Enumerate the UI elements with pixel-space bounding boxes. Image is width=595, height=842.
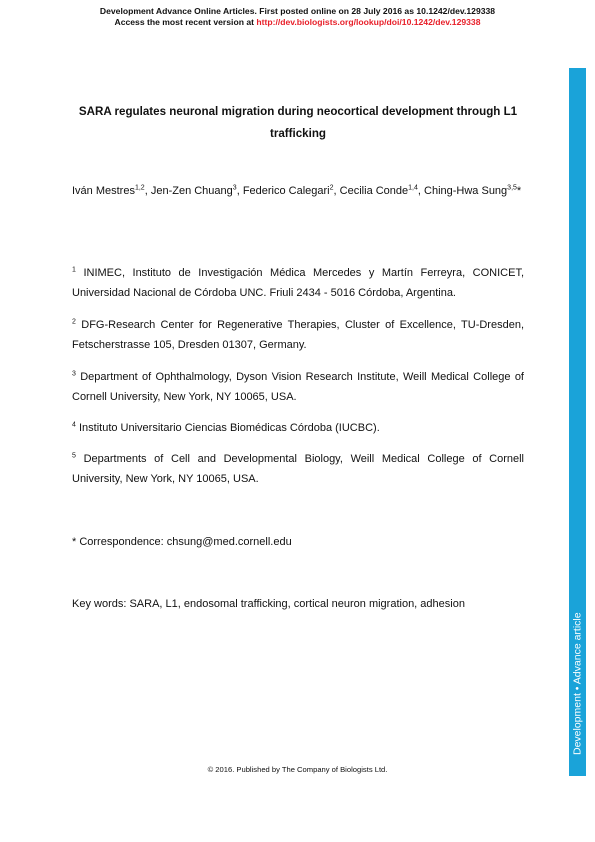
affiliation-text: Department of Ophthalmology, Dyson Vision Research Institute, Weill Medical College of Cornell University, New York, NY 10065, USA. [72,371,524,403]
affiliation-1 [72,263,524,303]
author-affiliation-marker: 3 [232,184,237,192]
paper-title: SARA regulates neuronal migration during neocortical development through L1 trafficking [78,105,518,140]
author-name: Cecilia Conde [339,185,409,197]
author-name: Iván Mestres [72,185,135,197]
banner-line-1: Development Advance Online Articles. First posted online on 28 July 2016 as 10.1242/dev.129338 [99,6,496,16]
author-affiliation-marker: 3,5 [507,184,517,192]
affiliation-number: 1 [72,266,76,274]
author-separator: , [333,185,340,197]
doi-link[interactable]: http://dev.biologists.org/lookup/doi/10.1242/dev.129338 [256,17,481,27]
author-affiliation-marker: 2 [329,184,334,192]
sidebar-label: Development • Advance article [571,612,583,755]
author-separator: , [144,185,151,197]
author-separator: , [236,185,243,197]
author-name: Jen-Zen Chuang [150,185,233,197]
author-list [72,181,524,201]
author-separator: , [417,185,425,197]
author-affiliation-marker: 1,2 [134,184,145,192]
author-name: Federico Calegari [242,185,330,197]
header-banner [0,6,595,28]
banner-access-text: Access the most recent version at [114,17,257,27]
banner-line-2 [0,17,595,28]
author-affiliation-marker: 1,4 [408,184,418,192]
advance-article-sidebar [569,68,586,776]
affiliation-number: 4 [72,421,76,429]
affiliation-3 [72,367,524,407]
affiliation-text: Departments of Cell and Developmental Biology, Weill Medical College of Cornell University, New York, NY 10065, USA. [72,453,525,485]
affiliation-5 [72,449,524,489]
affiliation-number: 5 [72,452,76,460]
corresponding-author-mark: * [516,185,522,197]
correspondence: * Correspondence: chsung@med.cornell.edu [72,536,292,548]
affiliation-4 [72,418,524,438]
affiliation-number: 2 [72,318,76,326]
affiliation-2 [72,315,524,355]
keywords: Key words: SARA, L1, endosomal trafficking, cortical neuron migration, adhesion [72,598,465,610]
affiliation-number: 3 [72,370,76,378]
author-name: Ching-Hwa Sung [424,185,508,197]
copyright-footer: © 2016. Published by The Company of Biologists Ltd. [207,765,388,774]
affiliation-text: DFG-Research Center for Regenerative Therapies, Cluster of Excellence, TU-Dresden, Fetscherstrasse 105, Dresden 01307, Germany. [72,319,524,351]
affiliation-text: Instituto Universitario Ciencias Biomédicas Córdoba (IUCBC). [78,422,380,434]
affiliation-text: INIMEC, Instituto de Investigación Médica Mercedes y Martín Ferreyra, CONICET, Universidad Nacional de Córdoba UNC. Friuli 2434 - 5016 Córdoba, Argentina. [72,267,524,299]
